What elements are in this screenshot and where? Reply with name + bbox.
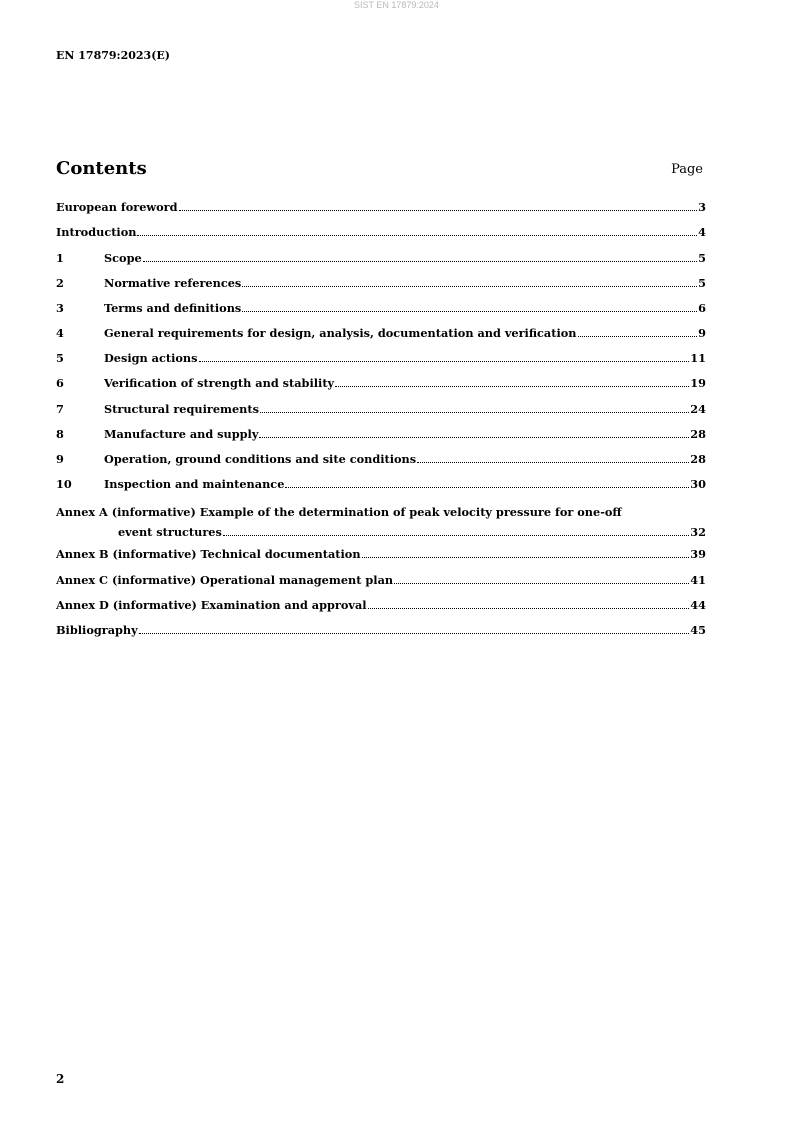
toc-number: 1	[56, 250, 64, 265]
leader-dots	[143, 250, 697, 261]
toc-title: Scope	[104, 250, 142, 265]
leader-dots	[242, 276, 697, 287]
toc-entry-verification[interactable]	[56, 376, 706, 401]
toc-entry-inspection-maintenance[interactable]	[56, 477, 706, 502]
toc-title: Manufacture and supply	[104, 426, 259, 441]
contents-title: Contents	[56, 158, 147, 179]
toc-title: Operation, ground conditions and site conditions	[104, 452, 417, 467]
leader-dots	[259, 427, 689, 438]
toc-entry-introduction[interactable]	[56, 225, 706, 250]
leader-dots	[199, 351, 690, 362]
toc-page: 6	[698, 300, 706, 315]
toc-number: 7	[56, 401, 64, 416]
leader-dots	[260, 402, 689, 413]
toc-title: Annex D (informative) Examination and approval	[56, 597, 367, 612]
toc-entry-design-actions[interactable]	[56, 351, 706, 376]
toc-title: Design actions	[104, 351, 198, 366]
leader-dots	[242, 301, 697, 312]
leader-dots	[368, 598, 690, 609]
toc-entry-annex-c[interactable]	[56, 572, 706, 597]
leader-dots	[139, 623, 690, 634]
toc-title: Introduction	[56, 225, 137, 240]
toc-page: 45	[690, 622, 706, 637]
toc-number: 6	[56, 376, 64, 391]
toc-entry-terms-definitions[interactable]	[56, 301, 706, 326]
toc-title: Terms and definitions	[104, 300, 242, 315]
toc-title: Inspection and maintenance	[104, 477, 285, 492]
toc-number: 4	[56, 326, 64, 341]
toc-page: 41	[690, 572, 706, 587]
toc-entry-manufacture-supply[interactable]	[56, 427, 706, 452]
toc-page: 30	[690, 477, 706, 492]
toc-number: 2	[56, 275, 64, 290]
leader-dots	[335, 376, 689, 387]
toc-number: 9	[56, 452, 64, 467]
toc-page: 32	[690, 525, 706, 540]
toc-title: Annex C (informative) Operational management plan	[56, 572, 394, 587]
toc-title: Verification of strength and stability	[104, 376, 335, 391]
toc-number: 3	[56, 300, 64, 315]
page-number: 2	[56, 1072, 65, 1086]
toc-page: 9	[698, 326, 706, 341]
watermark: SIST EN 17879:2024	[354, 0, 439, 10]
table-of-contents	[56, 200, 706, 648]
toc-entry-structural-requirements[interactable]	[56, 402, 706, 427]
toc-entry-operation-conditions[interactable]	[56, 452, 706, 477]
toc-title-continuation: event structures	[118, 525, 222, 540]
leader-dots	[137, 225, 697, 236]
toc-entry-annex-d[interactable]	[56, 598, 706, 623]
toc-entry-annex-a[interactable]	[56, 502, 706, 547]
toc-entry-annex-b[interactable]	[56, 547, 706, 572]
toc-page: 44	[690, 597, 706, 612]
toc-entry-scope[interactable]	[56, 250, 706, 275]
toc-entry-general-requirements[interactable]	[56, 326, 706, 351]
toc-page: 11	[690, 351, 706, 366]
toc-page: 5	[698, 275, 706, 290]
toc-page: 3	[698, 200, 706, 215]
toc-page: 28	[690, 426, 706, 441]
toc-title: European foreword	[56, 200, 178, 215]
toc-title: Normative references	[104, 275, 242, 290]
leader-dots	[362, 547, 690, 558]
toc-title: Annex B (informative) Technical documentation	[56, 547, 361, 562]
leader-dots	[285, 477, 689, 488]
toc-entry-normative-references[interactable]	[56, 276, 706, 301]
toc-page: 19	[690, 376, 706, 391]
toc-title: Annex A (informative) Example of the determination of peak velocity pressure for one-off	[56, 505, 622, 520]
toc-number: 10	[56, 477, 72, 492]
toc-entry-european-foreword[interactable]	[56, 200, 706, 225]
page-column-label: Page	[671, 162, 703, 177]
leader-dots	[417, 452, 689, 463]
toc-page: 28	[690, 452, 706, 467]
toc-page: 5	[698, 250, 706, 265]
toc-number: 5	[56, 351, 64, 366]
document-id: EN 17879:2023(E)	[56, 49, 171, 62]
toc-page: 4	[698, 225, 706, 240]
leader-dots	[394, 572, 689, 583]
toc-title: Bibliography	[56, 622, 138, 637]
toc-number: 8	[56, 426, 64, 441]
toc-entry-bibliography[interactable]	[56, 623, 706, 648]
toc-title: Structural requirements	[104, 401, 259, 416]
leader-dots	[179, 200, 698, 211]
leader-dots	[578, 326, 698, 337]
leader-dots	[223, 525, 689, 536]
toc-title: General requirements for design, analysis, documentation and verification	[104, 326, 577, 341]
toc-page: 24	[690, 401, 706, 416]
toc-page: 39	[690, 547, 706, 562]
